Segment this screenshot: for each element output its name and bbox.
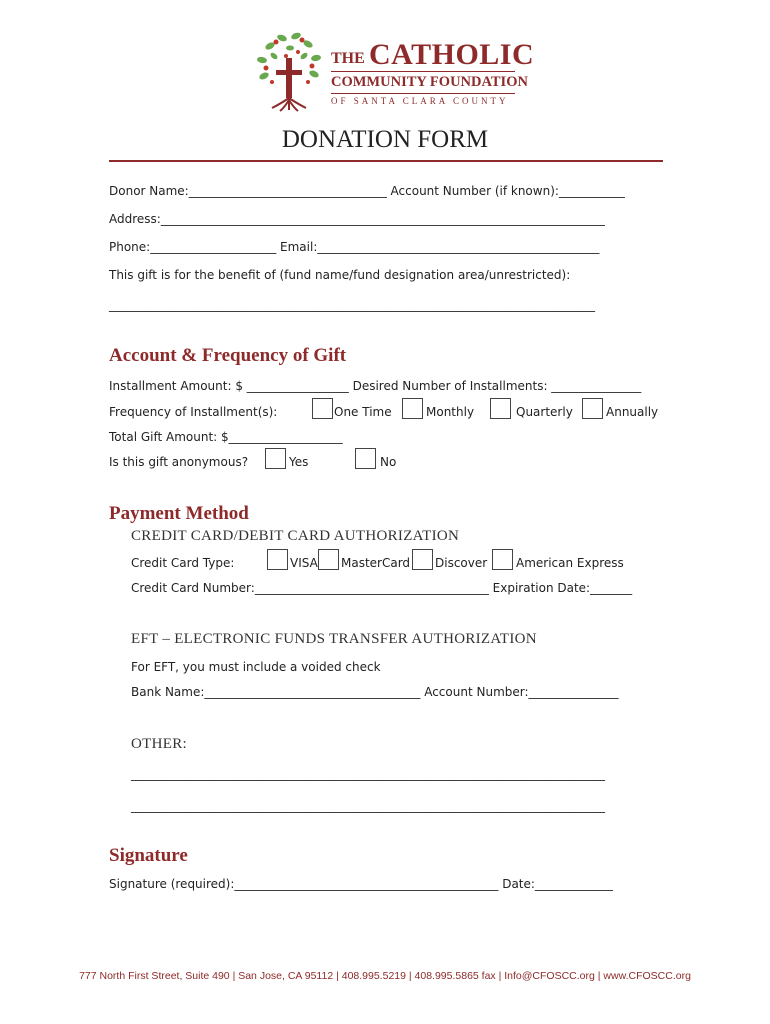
- logo-the: THE: [331, 50, 365, 67]
- anonymous-label: Is this gift anonymous?: [109, 455, 249, 469]
- signature-line[interactable]: Signature (required):____________________________________________ Date:_____________: [109, 877, 613, 891]
- one-time-checkbox[interactable]: [312, 398, 333, 419]
- quarterly-checkbox[interactable]: [490, 398, 511, 419]
- address-line[interactable]: Address:__________________________________________________________________________: [109, 212, 605, 226]
- other-title: OTHER:: [131, 736, 187, 752]
- credit-card-type-label: Credit Card Type:: [131, 556, 235, 570]
- title-rule: [109, 160, 663, 162]
- other-line-1[interactable]: _______________________________________________________________________________: [131, 767, 605, 781]
- discover-checkbox[interactable]: [412, 549, 433, 570]
- monthly-checkbox[interactable]: [402, 398, 423, 419]
- logo-county: OF SANTA CLARA COUNTY: [331, 96, 509, 106]
- anonymous-no-checkbox[interactable]: [355, 448, 376, 469]
- logo-foundation: COMMUNITY FOUNDATION: [331, 74, 528, 90]
- phone-email-line[interactable]: Phone:_____________________ Email:_______________________________________________: [109, 240, 600, 254]
- fund-designation-label: This gift is for the benefit of (fund name/fund designation area/unrestricted):: [109, 268, 571, 282]
- tree-logo-icon: [250, 28, 328, 112]
- mastercard-checkbox[interactable]: [318, 549, 339, 570]
- total-gift-line[interactable]: Total Gift Amount: $___________________: [109, 430, 343, 444]
- amex-checkbox[interactable]: [492, 549, 513, 570]
- annually-checkbox[interactable]: [582, 398, 603, 419]
- signature-title: Signature: [109, 845, 188, 866]
- anonymous-yes-label: Yes: [289, 455, 309, 469]
- account-frequency-title: Account & Frequency of Gift: [109, 345, 347, 366]
- fund-designation-line[interactable]: _________________________________________________________________________________: [109, 298, 595, 312]
- amex-label: American Express: [516, 556, 624, 570]
- installment-line[interactable]: Installment Amount: $ _________________ Desired Number of Installments: _______________: [109, 379, 642, 393]
- logo-rule-bottom: [331, 93, 515, 94]
- payment-method-title: Payment Method: [109, 503, 249, 524]
- discover-label: Discover: [435, 556, 488, 570]
- anonymous-no-label: No: [380, 455, 397, 469]
- bank-line[interactable]: Bank Name:____________________________________ Account Number:_______________: [131, 685, 619, 699]
- footer-contact: 777 North First Street, Suite 490 | San Jose, CA 95112 | 408.995.5219 | 408.995.5865 fax | Info@CFOSCC.org | www.CFOSCC.org: [79, 970, 691, 982]
- eft-title: EFT – ELECTRONIC FUNDS TRANSFER AUTHORIZATION: [131, 631, 537, 647]
- anonymous-yes-checkbox[interactable]: [265, 448, 286, 469]
- logo-catholic: CATHOLIC: [369, 38, 535, 71]
- logo-rule-top: [331, 71, 515, 72]
- frequency-label: Frequency of Installment(s):: [109, 405, 278, 419]
- other-line-2[interactable]: _______________________________________________________________________________: [131, 799, 605, 813]
- quarterly-label: Quarterly: [516, 405, 573, 419]
- one-time-label: One Time: [334, 405, 392, 419]
- annually-label: Annually: [606, 405, 659, 419]
- credit-card-number-line[interactable]: Credit Card Number:_______________________________________ Expiration Date:_______: [131, 581, 633, 595]
- page-title: DONATION FORM: [281, 126, 489, 153]
- mastercard-label: MasterCard: [341, 556, 411, 570]
- eft-note: For EFT, you must include a voided check: [131, 660, 381, 674]
- credit-card-title: CREDIT CARD/DEBIT CARD AUTHORIZATION: [131, 528, 460, 544]
- donor-name-line[interactable]: Donor Name:_________________________________ Account Number (if known):___________: [109, 184, 625, 198]
- monthly-label: Monthly: [426, 405, 475, 419]
- visa-label: VISA: [290, 556, 318, 570]
- visa-checkbox[interactable]: [267, 549, 288, 570]
